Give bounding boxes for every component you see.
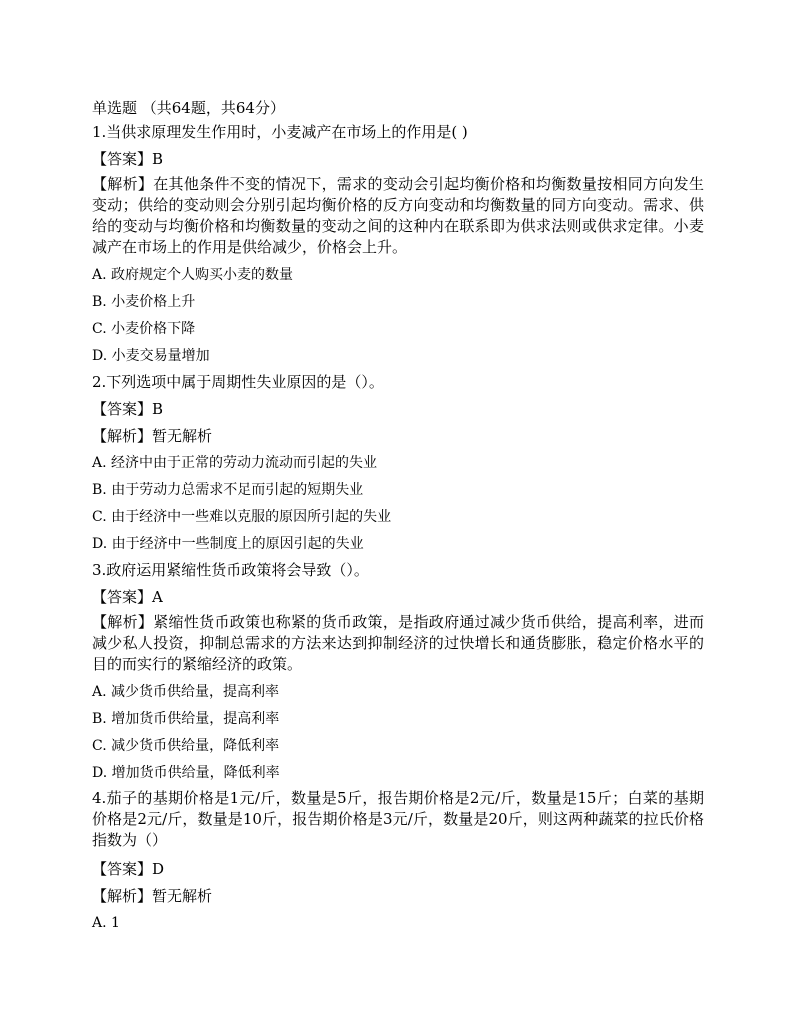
option-item: D. 小麦交易量增加 <box>92 348 210 364</box>
option-item: D. 增加货币供给量，降低利率 <box>92 765 280 781</box>
question-block <box>92 558 704 786</box>
answer-label: 【答案】A <box>92 588 163 606</box>
document-page <box>92 96 704 936</box>
option-item: A. 政府规定个人购买小麦的数量 <box>92 267 294 283</box>
option-item: B. 小麦价格上升 <box>92 294 196 310</box>
option-item: C. 减少货币供给量，降低利率 <box>92 738 280 754</box>
question-stem: 4.茄子的基期价格是1元/斤，数量是5斤，报告期价格是2元/斤，数量是15斤；白菜的基期价格是2元/斤，数量是10斤，报告期价格是3元/斤，数量是20斤，则这两种蔬菜的拉氏价格指数为（） <box>92 789 704 849</box>
answer-label: 【答案】B <box>92 150 164 168</box>
question-stem: 3.政府运用紧缩性货币政策将会导致（）。 <box>92 561 369 579</box>
option-item: B. 增加货币供给量，提高利率 <box>92 711 280 727</box>
analysis-text: 【解析】紧缩性货币政策也称紧的货币政策，是指政府通过减少货币供给，提高利率，进而减少私人投资，抑制总需求的方法来达到抑制经济的过快增长和通货膨胀，稳定价格水平的目的而实行的紧缩经济的政策。 <box>92 613 704 673</box>
option-item: D. 由于经济中一些制度上的原因引起的失业 <box>92 536 364 552</box>
question-stem: 1.当供求原理发生作用时，小麦减产在市场上的作用是( ) <box>92 123 468 141</box>
option-item: C. 小麦价格下降 <box>92 321 196 337</box>
question-block <box>92 788 704 936</box>
analysis-text: 【解析】暂无解析 <box>92 427 213 445</box>
analysis-text: 【解析】在其他条件不变的情况下，需求的变动会引起均衡价格和均衡数量按相同方向发生变动；供给的变动则会分别引起均衡价格的反方向变动和均衡数量的同方向变动。需求、供给的变动与均衡价格和均衡数量的变动之间的这种内在联系即为供求法则或供求定律。小麦减产在市场上的作用是供给减少，价格会上升。 <box>92 175 704 256</box>
option-item: C. 由于经济中一些难以克服的原因所引起的失业 <box>92 509 392 525</box>
question-block <box>92 120 704 369</box>
option-item: B. 由于劳动力总需求不足而引起的短期失业 <box>92 482 364 498</box>
answer-label: 【答案】B <box>92 400 164 418</box>
answer-label: 【答案】D <box>92 860 165 878</box>
question-stem: 2.下列选项中属于周期性失业原因的是（）。 <box>92 373 384 391</box>
analysis-text: 【解析】暂无解析 <box>92 887 213 905</box>
section-header: 单选题 （共64题，共64分） <box>92 99 285 117</box>
option-item: A. 减少货币供给量，提高利率 <box>92 684 280 700</box>
option-item: A. 1 <box>92 915 120 931</box>
question-block <box>92 370 704 557</box>
option-item: A. 经济中由于正常的劳动力流动而引起的失业 <box>92 455 378 471</box>
